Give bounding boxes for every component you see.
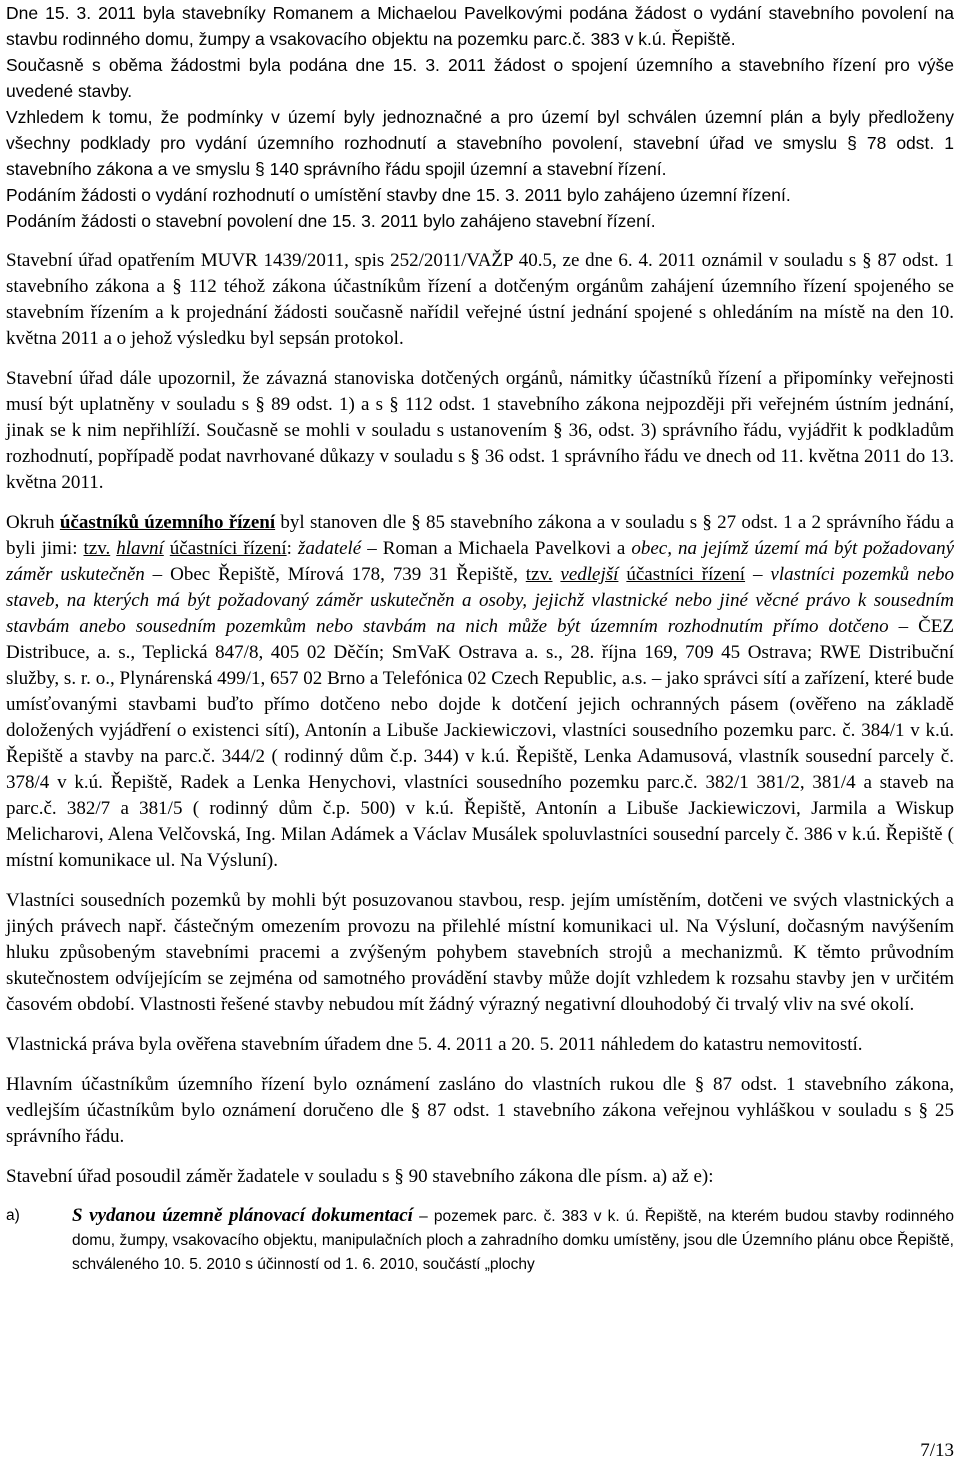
text-segment: hlavní (116, 538, 164, 559)
paragraph (6, 1072, 954, 1150)
page-number: 7/13 (920, 1440, 954, 1461)
text-segment: žadatelé (297, 538, 362, 559)
text-segment: – ČEZ Distribuce, a. s., Teplická 847/8, 405 02 Děčín; SmVaK Ostrava a. s., 28. října 169, 709 45 Ostrava; RWE Distribuční služby, s. r. o., Plynárenská 499/1, 657 02 Brno a Telefónica 02 Czech Republic, a.s. – jako správci sítí a zařízení, které bude umísťovanými stavbami buďto přímo dotčeno nebo dojde k dotčení jejich ochranných pásem (ověřeno na základě doložených vyjádření o existenci sítí), Antonín a Libuše Jackiewiczovi, vlastníci sousedního pozemku parc. č. 384/1 v k.ú. Řepiště a stavby na parc.č. 344/2 ( rodinný dům č.p. 344) v k.ú. Řepiště, Lenka Adamusová, vlastník sousední parcely č. 378/4 v k.ú. Řepiště, Radek a Lenka Henychovi, vlastníci sousedního pozemku parc.č. 382/1 381/2, 381/4 a staveb na parc.č. 382/7 a 381/5 ( rodinný dům č.p. 500) v k.ú. Řepiště, Antonín a Libuše Jackiewiczovi, Jarmila a Wiskup Melicharovi, Alena Velčovská, Ing. Milan Adámek a Václav Musálek spoluvlastníci sousední parcely č. 386 v k.ú. Řepiště ( místní komunikace ul. Na Výsluní). (6, 616, 954, 871)
text-segment: Vlastnická práva byla ověřena stavebním úřadem dne 5. 4. 2011 a 20. 5. 2011 náhledem do katastru nemovitostí. (6, 1034, 863, 1055)
paragraph (6, 510, 954, 874)
paragraph (6, 888, 954, 1018)
text-segment: vlastníci pozemků nebo staveb, na kterých má být požadovaný záměr uskutečněn a osoby, jejichž vlastnické nebo jiné věcné právo k sousedním stavbám anebo sousedním pozemkům nebo stavbám na nich může být územním rozhodnutím přímo dotčeno (6, 564, 955, 637)
paragraph (6, 248, 954, 352)
text-segment: Podáním žádosti o vydání rozhodnutí o umístění stavby dne 15. 3. 2011 bylo zahájeno územní řízení. (6, 185, 791, 205)
text-segment: obec, na jejímž území má být požadovaný záměr uskutečněn (6, 538, 955, 585)
paragraph (6, 1164, 954, 1190)
list-item-text (72, 1204, 954, 1277)
text-segment: Okruh (6, 512, 60, 533)
text-segment: byl stanoven dle § 85 stavebního zákona a v souladu s § 27 odst. 1 a 2 správního řádu a byli jimi: (6, 512, 954, 559)
text-segment: Dne 15. 3. 2011 byla stavebníky Romanem a Michaelou Pavelkovými podána žádost o vydání stavebního povolení na stavbu rodinného domu, žumpy a vsakovacího objektu na pozemku parc.č. 383 v k.ú. Řepiště. (6, 3, 954, 49)
paragraph (6, 104, 954, 182)
text-segment: Vlastníci sousedních pozemků by mohli být posuzovanou stavbou, resp. jejím umístěním, dotčeni ve svých vlastnických a jiných právech např. částečným omezením provozu na přilehlé místní komunikaci ul. Na Výsluní, dočasným navýšením hluku způsobeným stavebními pracemi a zvýšeným pohybem stavebních strojů a mechanizmů. K těmto průvodním skutečnostem odvíjejícím se zejména od samotného provádění stavby může dojít vzhledem k rozsahu stavby jen v určitém časovém období. Vlastnosti řešené stavby nebudou mít žádný výrazný negativní dlouhodobý či trvalý vliv na své okolí. (6, 890, 954, 1015)
paragraph (6, 366, 954, 496)
text-segment: – (745, 564, 771, 585)
text-segment: tzv. (83, 538, 111, 559)
document-page (6, 0, 954, 1277)
text-segment: tzv. (525, 564, 553, 585)
paragraph (6, 208, 954, 234)
text-segment: účastníci řízení (169, 538, 287, 559)
text-segment: : (286, 538, 298, 559)
text-segment: vedlejší (560, 564, 619, 585)
list-item-label: a) (6, 1207, 20, 1224)
paragraph (6, 0, 954, 52)
text-segment: Stavební úřad posoudil záměr žadatele v souladu s § 90 stavebního zákona dle písm. a) až e): (6, 1166, 714, 1187)
text-segment: účastníci řízení (626, 564, 746, 585)
text-segment: Hlavním účastníkům územního řízení bylo oznámení zasláno do vlastních rukou dle § 87 odst. 1 stavebního zákona, vedlejším účastníkům bylo oznámení doručeno dle § 87 odst. 1 stavebního zákona veřejnou vyhláškou v souladu s § 25 správního řádu. (6, 1074, 954, 1147)
text-segment: Současně s oběma žádostmi byla podána dne 15. 3. 2011 žádost o spojení územního a stavebního řízení pro výše uvedené stavby. (6, 55, 954, 101)
text-segment: účastníků územního řízení (59, 512, 276, 533)
text-segment: Podáním žádosti o stavební povolení dne 15. 3. 2011 bylo zahájeno stavební řízení. (6, 211, 656, 231)
list-item (6, 1204, 954, 1277)
text-segment: Stavební úřad dále upozornil, že závazná stanoviska dotčených orgánů, námitky účastníků řízení a připomínky veřejnosti musí být uplatněny v souladu s § 89 odst. 1) a s § 112 odst. 1 stavebního zákona nejpozději při veřejném ústním jednání, jinak se k nim nepřihlíží. Současně se mohli v souladu s ustanovením § 36, odst. 3) správního řádu, vyjádřit k podkladům rozhodnutí, popřípadě podat navrhované důkazy v souladu s § 36 odst. 1 správního řádu ve dnech od 11. května 2011 do 13. května 2011. (6, 368, 954, 493)
paragraph (6, 1032, 954, 1058)
text-segment: S vydanou územně plánovací dokumentací (72, 1205, 413, 1226)
text-segment: Stavební úřad opatřením MUVR 1439/2011, spis 252/2011/VAŽP 40.5, ze dne 6. 4. 2011 oznámil v souladu s § 87 odst. 1 stavebního zákona a § 112 téhož zákona účastníkům řízení a dotčeným orgánům zahájení územního řízení spojeného se stavebním řízením a k projednání žádosti současně nařídil veřejné ústní jednání spojené s ohledáním na místě na den 10. května 2011 a o jehož výsledku byl sepsán protokol. (6, 250, 954, 349)
paragraph (6, 182, 954, 208)
paragraph (6, 52, 954, 104)
text-segment: Vzhledem k tomu, že podmínky v území byly jednoznačné a pro území byl schválen územní plán a byly předloženy všechny podklady pro vydání územního rozhodnutí a stavebního povolení, stavební úřad ve smyslu § 78 odst. 1 stavebního zákona a ve smyslu § 140 správního řádu spojil územní a stavební řízení. (6, 107, 954, 179)
text-segment: – pozemek parc. č. 383 v k. ú. Řepiště, na kterém budou stavby rodinného domu, žumpy, vsakovacího objektu, manipulačních ploch a zahradního domku umístěny, jsou dle Územního plánu obce Řepiště, schváleného 10. 5. 2010 s účinností od 1. 6. 2010, součástí „plochy (72, 1208, 954, 1273)
body-text (6, 0, 954, 1190)
text-segment: – Obec Řepiště, Mírová 178, 739 31 Řepiště, (144, 564, 526, 585)
text-segment: – Roman a Michaela Pavelkovi a (361, 538, 632, 559)
